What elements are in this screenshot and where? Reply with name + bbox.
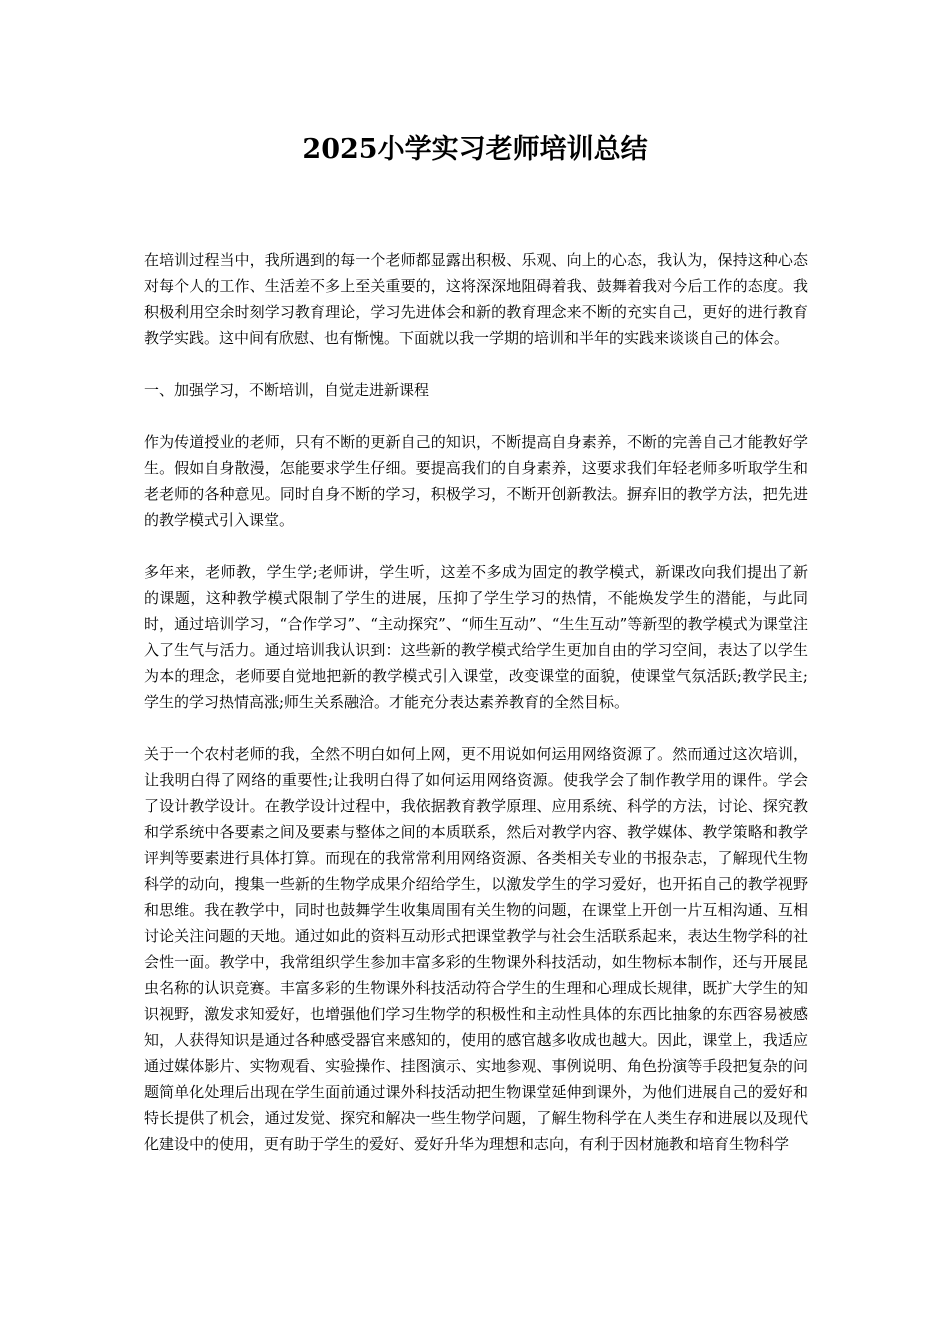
paragraph-intro: 在培训过程当中，我所遇到的每一个老师都显露出积极、乐观、向上的心态，我认为，保持这种心态对每个人的工作、生活差不多上至关重要的，这将深深地阻碍着我、鼓舞着我对今后工作的态度。我积极利用空余时刻学习教育理论，学习先进体会和新的教育理念来不断的充实自己，更好的进行教育教学实践。这中间有欣慰、也有惭愧。下面就以我一学期的培训和半年的实践来谈谈自己的体会。	[144, 251, 808, 347]
paragraph: 作为传道授业的老师，只有不断的更新自己的知识，不断提高自身素养，不断的完善自己才能教好学生。假如自身散漫，怎能要求学生仔细。要提高我们的自身素养，这要求我们年轻老师多听取学生和老老师的各种意见。同时自身不断的学习，积极学习，不断开创新教法。摒弃旧的教学方法，把先进的教学模式引入课堂。	[144, 433, 808, 529]
section-heading: 一、加强学习，不断培训，自觉走进新课程	[144, 381, 430, 399]
paragraph: 关于一个农村老师的我，全然不明白如何上网，更不用说如何运用网络资源了。然而通过这次培训，让我明白得了网络的重要性;让我明白得了如何运用网络资源。使我学会了制作教学用的课件。学会了设计教学设计。在教学设计过程中，我依据教育教学原理、应用系统、科学的方法，讨论、探究教和学系统中各要素之间及要素与整体之间的本质联系，然后对教学内容、教学媒体、教学策略和教学评判等要素进行具体打算。而现在的我常常利用网络资源、各类相关专业的书报杂志，了解现代生物科学的动向，搜集一些新的生物学成果介绍给学生，以激发学生的学习爱好，也开拓自己的教学视野和思维。我在教学中，同时也鼓舞学生收集周围有关生物的问题，在课堂上开创一片互相沟通、互相讨论关注问题的天地。通过如此的资料互动形式把课堂教学与社会生活联系起来，表达生物学科的社会性一面。教学中，我常组织学生参加丰富多彩的生物课外科技活动，如生物标本制作，还与开展昆虫名称的认识竞赛。丰富多彩的生物课外科技活动符合学生的生理和心理成长规律，既扩大学生的知识视野，激发求知爱好，也增强他们学习生物学的积极性和主动性具体的东西比抽象的东西容易被感知，人获得知识是通过各种感受器官来感知的，使用的感官越多收成也越大。因此，课堂上，我适应通过媒体影片、实物观看、实验操作、挂图演示、实地参观、事例说明、角色扮演等手段把复杂的问题简单化处理后出现在学生面前通过课外科技活动把生物课堂延伸到课外，为他们进展自己的爱好和特长提供了机会，通过发觉、探究和解决一些生物学问题，了解生物科学在人类生存和进展以及现代化建设中的使用，更有助于学生的爱好、爱好升华为理想和志向，有利于因材施教和培育生物科学	[144, 745, 808, 1153]
document-body	[144, 247, 808, 1183]
document-title: 2025小学实习老师培训总结	[302, 134, 648, 165]
paragraph: 多年来，老师教，学生学;老师讲，学生听，这差不多成为固定的教学模式，新课改向我们提出了新的课题，这种教学模式限制了学生的进展，压抑了学生学习的热情，不能焕发学生的潜能，与此同时，通过培训学习，“合作学习”、“主动探究”、“师生互动”、“生生互动”等新型的教学模式为课堂注入了生气与活力。通过培训我认识到：这些新的教学模式给学生更加自由的学习空间，表达了以学生为本的理念，老师要自觉地把新的教学模式引入课堂，改变课堂的面貌，使课堂气氛活跃;教学民主;学生的学习热情高涨;师生关系融洽。才能充分表达素养教育的全然目标。	[144, 563, 808, 711]
